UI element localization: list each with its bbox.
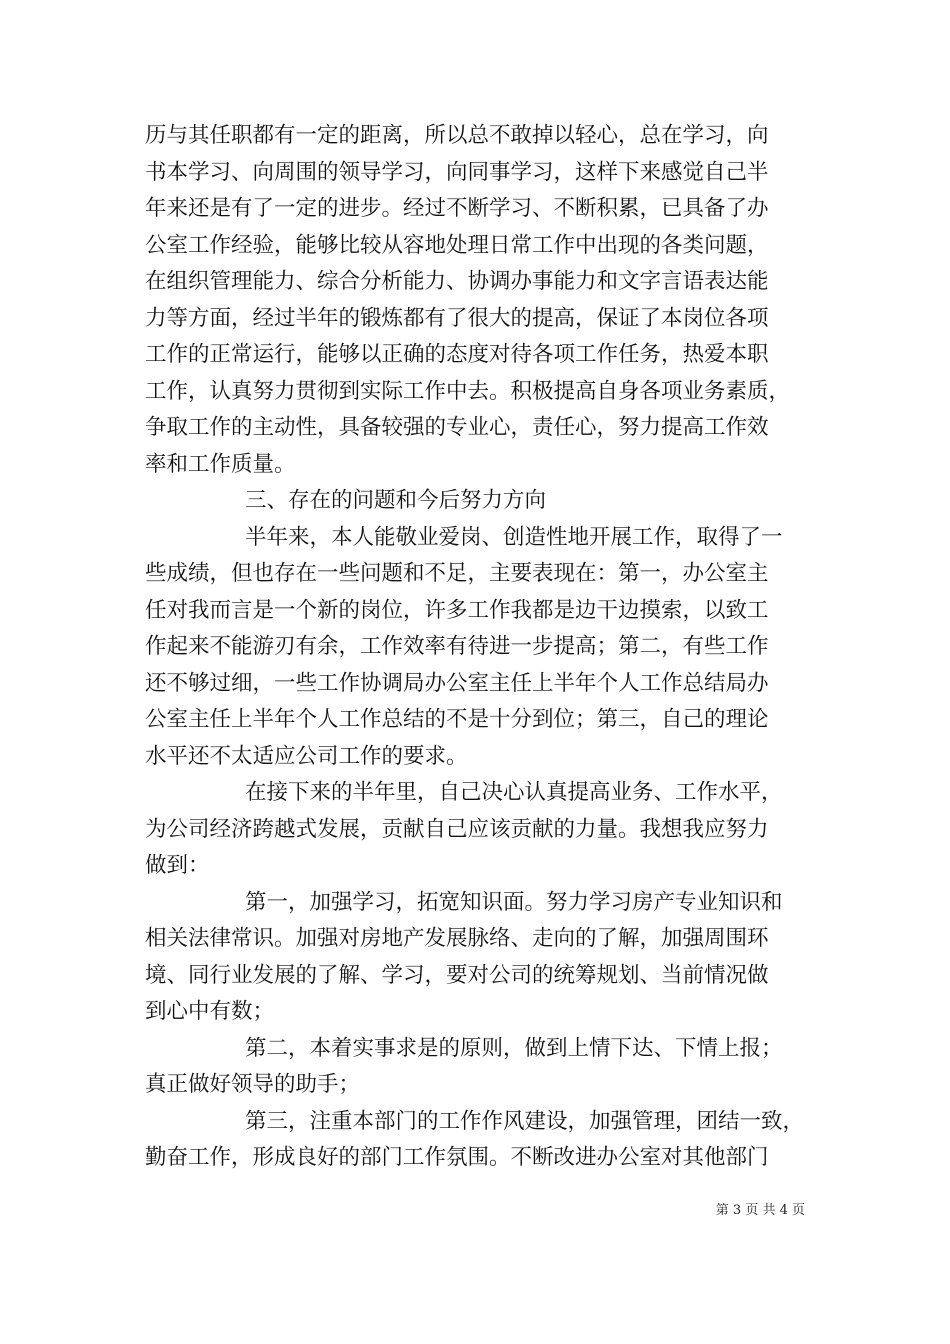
body-line: 工作，认真努力贯彻到实际工作中去。积极提高自身各项业务素质， bbox=[145, 378, 791, 404]
body-line: 在接下来的半年里，自己决心认真提高业务、工作水平， bbox=[245, 780, 783, 805]
body-line: 还不够过细，一些工作协调局办公室主任上半年个人工作总结局办 bbox=[145, 670, 769, 696]
body-line: 力等方面，经过半年的锻炼都有了很大的提高，保证了本岗位各项 bbox=[145, 305, 769, 331]
body-line: 任对我而言是一个新的岗位，许多工作我都是边干边摸索，以致工 bbox=[145, 597, 769, 623]
body-line: 工作的正常运行，能够以正确的态度对待各项工作任务，热爱本职 bbox=[145, 342, 769, 367]
body-line: 真正做好领导的助手； bbox=[145, 1072, 361, 1097]
body-line: 半年来，本人能敬业爱岗、创造性地开展工作，取得了一 bbox=[245, 524, 783, 550]
body-line: 第二，本着实事求是的原则，做到上情下达、下情上报； bbox=[245, 1035, 783, 1061]
body-line: 相关法律常识。加强对房地产发展脉络、走向的了解，加强周围环 bbox=[145, 926, 769, 951]
document-body bbox=[145, 118, 815, 1177]
body-line: 勤奋工作，形成良好的部门工作氛围。不断改进办公室对其他部门 bbox=[145, 1145, 769, 1170]
body-line: 公室主任上半年个人工作总结的不是十分到位；第三，自己的理论 bbox=[145, 707, 769, 732]
body-line: 水平还不太适应公司工作的要求。 bbox=[145, 743, 468, 769]
body-line: 书本学习、向周围的领导学习，向同事学习，这样下来感觉自己半 bbox=[145, 159, 769, 185]
body-line: 在组织管理能力、综合分析能力、协调办事能力和文字言语表达能 bbox=[145, 269, 769, 294]
body-line: 为公司经济跨越式发展，贡献自己应该贡献的力量。我想我应努力 bbox=[145, 816, 769, 842]
body-line: 作起来不能游刃有余，工作效率有待进一步提高；第二，有些工作 bbox=[145, 634, 769, 659]
body-line: 到心中有数； bbox=[145, 999, 275, 1024]
section-heading: 三、存在的问题和今后努力方向 bbox=[245, 488, 547, 513]
body-line: 第三，注重本部门的工作作风建设，加强管理，团结一致， bbox=[245, 1108, 805, 1134]
body-line: 争取工作的主动性，具备较强的专业心，责任心，努力提高工作效 bbox=[145, 415, 769, 440]
body-line: 做到： bbox=[145, 853, 210, 878]
body-line: 第一，加强学习，拓宽知识面。努力学习房产专业知识和 bbox=[245, 889, 783, 915]
page-number: 第 3 页 共 4 页 bbox=[715, 1203, 805, 1218]
body-line: 年来还是有了一定的进步。经过不断学习、不断积累，已具备了办 bbox=[145, 196, 769, 221]
body-line: 公室工作经验，能够比较从容地处理日常工作中出现的各类问题， bbox=[145, 232, 769, 258]
body-line: 历与其任职都有一定的距离，所以总不敢掉以轻心，总在学习，向 bbox=[145, 123, 769, 148]
body-line: 些成绩，但也存在一些问题和不足，主要表现在：第一，办公室主 bbox=[145, 561, 769, 586]
body-line: 率和工作质量。 bbox=[145, 451, 296, 477]
body-line: 境、同行业发展的了解、学习，要对公司的统筹规划、当前情况做 bbox=[145, 962, 769, 988]
